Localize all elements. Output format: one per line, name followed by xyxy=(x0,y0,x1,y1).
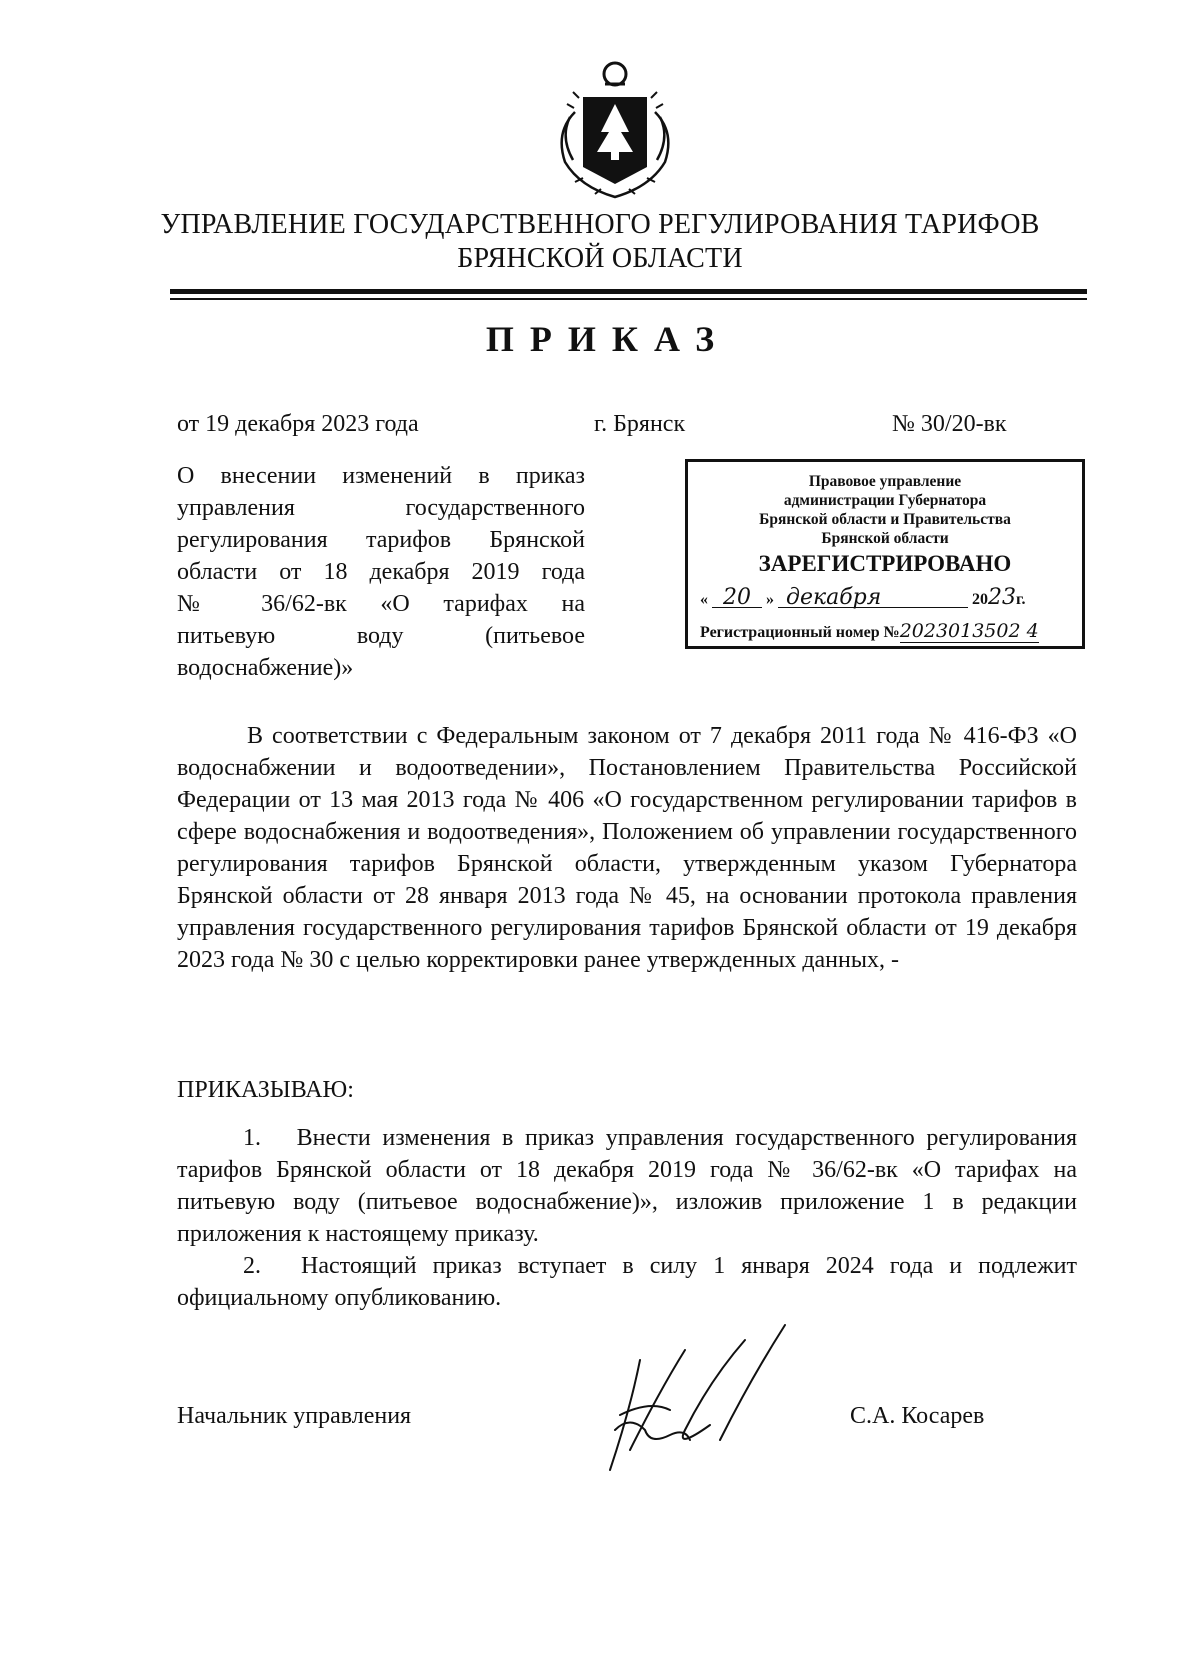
coat-of-arms-icon xyxy=(545,52,685,202)
registration-stamp xyxy=(685,459,1085,649)
header-rule-thick xyxy=(170,289,1087,294)
stamp-reg-label: Регистрационный номер № xyxy=(700,624,900,641)
order-items xyxy=(177,1122,1077,1314)
stamp-day: 20 xyxy=(712,588,762,608)
organization-line1: УПРАВЛЕНИЕ ГОСУДАРСТВЕННОГО РЕГУЛИРОВАНИЯ ТАРИФОВ xyxy=(160,209,1040,240)
stamp-line4: Брянской области xyxy=(821,530,949,547)
subject-line-last: водоснабжение)» xyxy=(177,655,354,681)
handwritten-signature xyxy=(590,1320,820,1480)
stamp-quote-open: « xyxy=(700,591,708,608)
subject-line: питьевую воду (питьевое xyxy=(177,623,585,649)
stamp-reg-number: 2023013502 4 xyxy=(899,620,1039,642)
stamp-line2: администрации Губернатора xyxy=(783,492,987,509)
stamp-year-suffix: 23 xyxy=(988,585,1016,610)
subject-block xyxy=(177,460,585,652)
document-title: ПРИКАЗ xyxy=(485,319,731,359)
stamp-date-line xyxy=(688,585,1082,614)
stamp-year-end: г. xyxy=(1016,591,1026,608)
header-rule-thin xyxy=(170,298,1087,300)
stamp-year-prefix: 20 xyxy=(972,591,988,608)
organization-line2: БРЯНСКОЙ ОБЛАСТИ xyxy=(457,243,743,274)
subject-line: управления государственного xyxy=(177,495,585,521)
stamp-number-line xyxy=(688,622,1082,642)
signatory-name: С.А. Косарев xyxy=(850,1403,985,1429)
stamp-quote-close: » xyxy=(766,591,774,608)
document-city: г. Брянск xyxy=(594,411,686,437)
organization-name xyxy=(150,208,1050,276)
order-word: ПРИКАЗЫВАЮ: xyxy=(177,1077,354,1103)
body-paragraph: В соответствии с Федеральным законом от 7 декабря 2011 года № 416-ФЗ «О водоснабжении и водоотведении», Постановлением Правительства Российской Федерации от 13 мая 2013 года № 406 «О государственном регулировании тарифов в сфере водоснабжения и водоотведения», Положением об управлении государственного регулирования тарифов Брянской области, утвержденным указом Губернатора Брянской области от 28 января 2013 года № 45, на основании протокола правления управления государственного регулирования тарифов Брянской области от 19 декабря 2023 года № 30 с целью корректировки ранее утвержденных данных, - xyxy=(177,723,1077,973)
stamp-registered: ЗАРЕГИСТРИРОВАНО xyxy=(758,551,1012,576)
signatory-position: Начальник управления xyxy=(177,1403,412,1429)
stamp-month: декабря xyxy=(778,588,968,608)
stamp-line1: Правовое управление xyxy=(808,473,962,490)
stamp-line3: Брянской области и Правительства xyxy=(759,511,1011,528)
order-item-2: 2. Настоящий приказ вступает в силу 1 января 2024 года и подлежит официальному опубликованию. xyxy=(177,1253,1077,1311)
order-item-1: 1. Внести изменения в приказ управления государственного регулирования тарифов Брянской области от 18 декабря 2019 года № 36/62-вк «О тарифах на питьевую воду (питьевое водоснабжение)», изложив приложение 1 в редакции приложения к настоящему приказу. xyxy=(177,1125,1077,1247)
document-date: от 19 декабря 2023 года xyxy=(177,411,419,437)
subject-line: О внесении изменений в приказ xyxy=(177,463,585,489)
subject-line: № 36/62-вк «О тарифах на xyxy=(177,591,585,617)
subject-line: области от 18 декабря 2019 года xyxy=(177,559,585,585)
document-number: № 30/20-вк xyxy=(892,411,1007,437)
subject-line: регулирования тарифов Брянской xyxy=(177,527,585,553)
